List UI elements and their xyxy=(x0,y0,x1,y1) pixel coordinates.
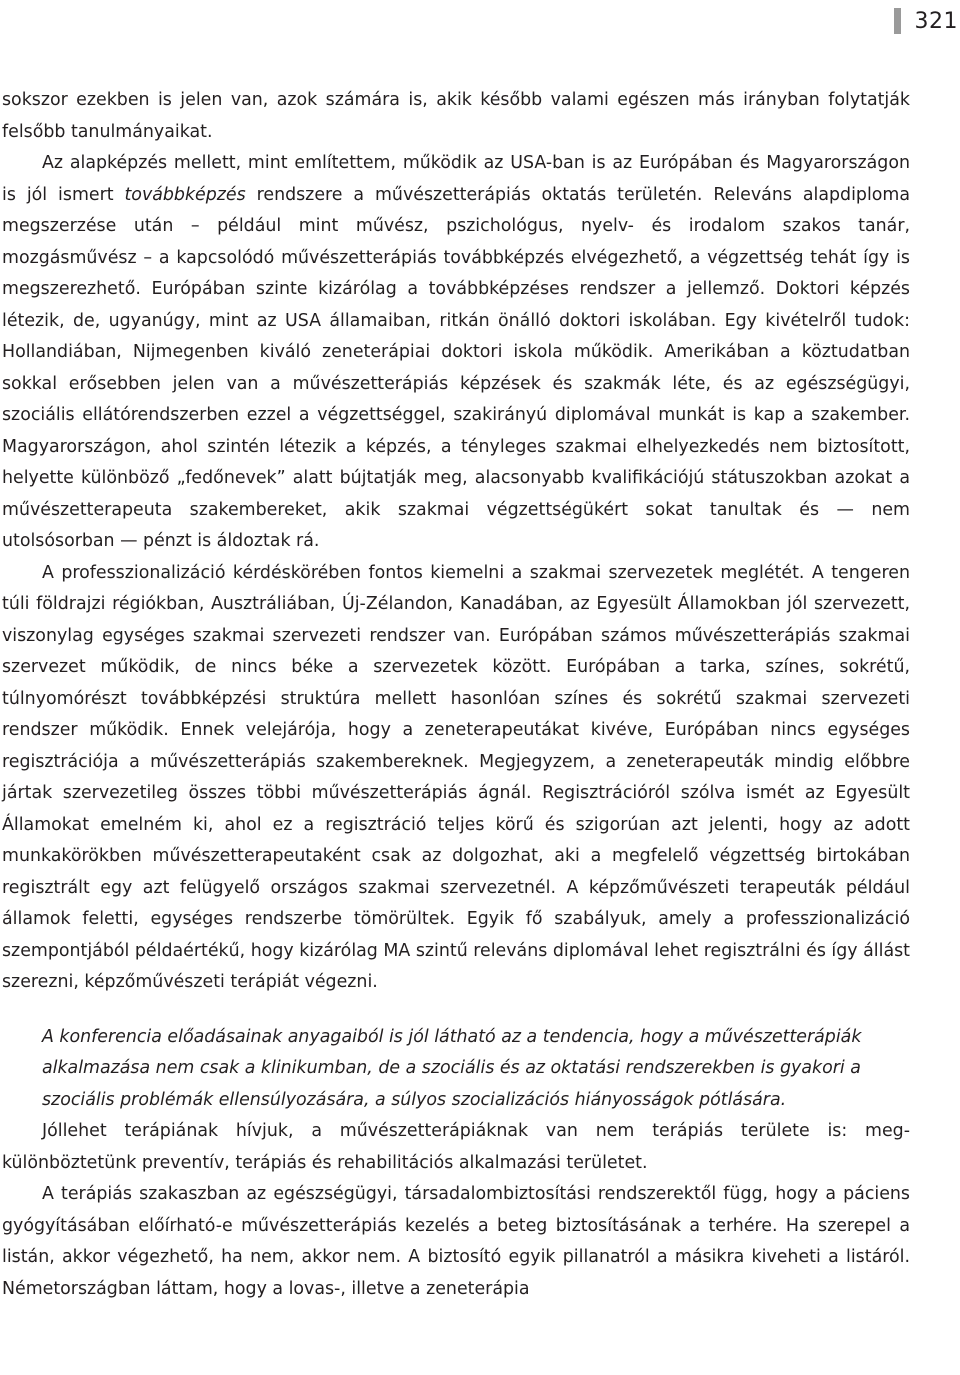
header-bar-marker xyxy=(894,8,901,34)
paragraph-5: Jóllehet terápiának hívjuk, a művészetterápiáknak van nem terápiás területe is: megkülönböztetünk preventív, terápiás és rehabilitációs alkalmazási területet. xyxy=(2,1121,910,1173)
paragraph-2 xyxy=(2,148,910,558)
paragraph-2-rest: rendszere a művészetterápiás oktatás területén. Releváns alapdiploma megszerzése után – például mint művész, pszichológus, nyelv- és irodalom szakos tanár, mozgásművész – a kapcsolódó művészetterápiás továbbképzés elvégezhető, a végzettség tehát így is megszerezhető. Európában szinte kizárólag a továbbképzéses rendszer a jellemző. Doktori képzés létezik, de, ugyanúgy, mint az USA államaiban, ritkán önálló doktori iskolában. Egy kivételről tudok: Hollandiában, Nijmegenben kiváló zeneterápiai doktori iskola működik. Amerikában a köztudatban sokkal erősebben jelen van a művészetterápiás képzések és szakmák léte, és az egészségügyi, szociális ellátórendszerben ezzel a végzettséggel, szakirányú diplomával munkát is kap a szakember. Magyarországon, ahol szintén létezik a képzés, a tényleges szakmai elhelyezkedés nem biztosított, helyette különböző „fedőnevek” alatt bújtatják meg, alacsonyabb kvalifikációjú státuszokban azokat a művészetterapeuta szakembereket, akik szakmai végzettségükért sokat tanultak és — nem utolsósorban — pénzt is áldoztak rá. xyxy=(2,184,911,551)
paragraph-3: A professzionalizáció kérdéskörében fontos kiemelni a szakmai szervezetek meglétét. A tengeren túli földrajzi régiókban, Ausztráliában, Új-Zélandon, Kanadában, az Egyesült Államokban jól szervezett, viszonylag egységes szakmai szervezeti rendszer van. Európában számos művészetterápiás szakmai szervezet működik, de nincs béke a szervezetek között. Európában a tarka, színes, sokrétű, túlnyomórészt továbbképzési struktúra mellett hasonlóan színes és sokrétű szakmai szervezeti rendszer működik. Ennek velejárója, hogy a zeneterapeutákat kivéve, Európában nincs egységes regisztrációja a művészetterápiás szakembereknek. Megjegyzem, a zeneterapeuták mindig előbbre jártak szervezetileg összes többi művészetterápiás ágnál. Regisztrációról szólva ismét az Egyesült Államokat emelném ki, ahol ez a regisztráció teljes körű és szigorúan azt jelenti, hogy az adott munkakörökben művészetterapeutaként csak az dolgozhat, aki a megfelelő végzettség birtokában regisztrált egy azt felügyelő országos szakmai szervezetnél. A képzőművészeti terapeuták például államok feletti, egységes rendszerbe tömörültek. Egyik fő szabályuk, amely a professzionalizáció szempontjából példaértékű, hogy kizárólag MA szintű releváns diplomával lehet regisztrálni és így állást szerezni, képzőművészeti terápiát végezni. xyxy=(2,562,910,992)
paragraph-1: sokszor ezekben is jelen van, azok számára is, akik később valami egészen más irányban folytatják felsőbb tanulmányaikat. xyxy=(2,90,910,142)
body-text xyxy=(2,85,910,1305)
page-number: 321 xyxy=(914,8,958,34)
paragraph-6: A terápiás szakaszban az egészségügyi, társadalombiztosítási rendszerektől függ, hogy a páciens gyógyításában előírható-e művészetterápiás kezelés a beteg biztosításának a terhére. Ha szerepel a listán, akkor végezhető, ha nem, akkor nem. A biztosító egyik pillanatról a másikra kiveheti a listáról. Németországban láttam, hogy a lovas-, illetve a zeneterápia xyxy=(2,1184,910,1299)
page-header xyxy=(894,4,960,38)
italic-quote-paragraph: A konferencia előadásainak anyagaiból is jól látható az a tendencia, hogy a művészetterápiák alkalmazása nem csak a klinikumban, de a szociális és az oktatási rendszerekben is gyakori a szociális problémák ellensúlyozására, a súlyos szocializációs hiányosságok pótlására. xyxy=(42,1026,862,1110)
emphasis-tovabbkepzes: továbbképzés xyxy=(124,184,246,205)
paragraph-2-start: Az alapképzés mellett, mint említettem, működik az USA-ban is az Európában és Magyarországon is jól ismert xyxy=(2,153,910,205)
